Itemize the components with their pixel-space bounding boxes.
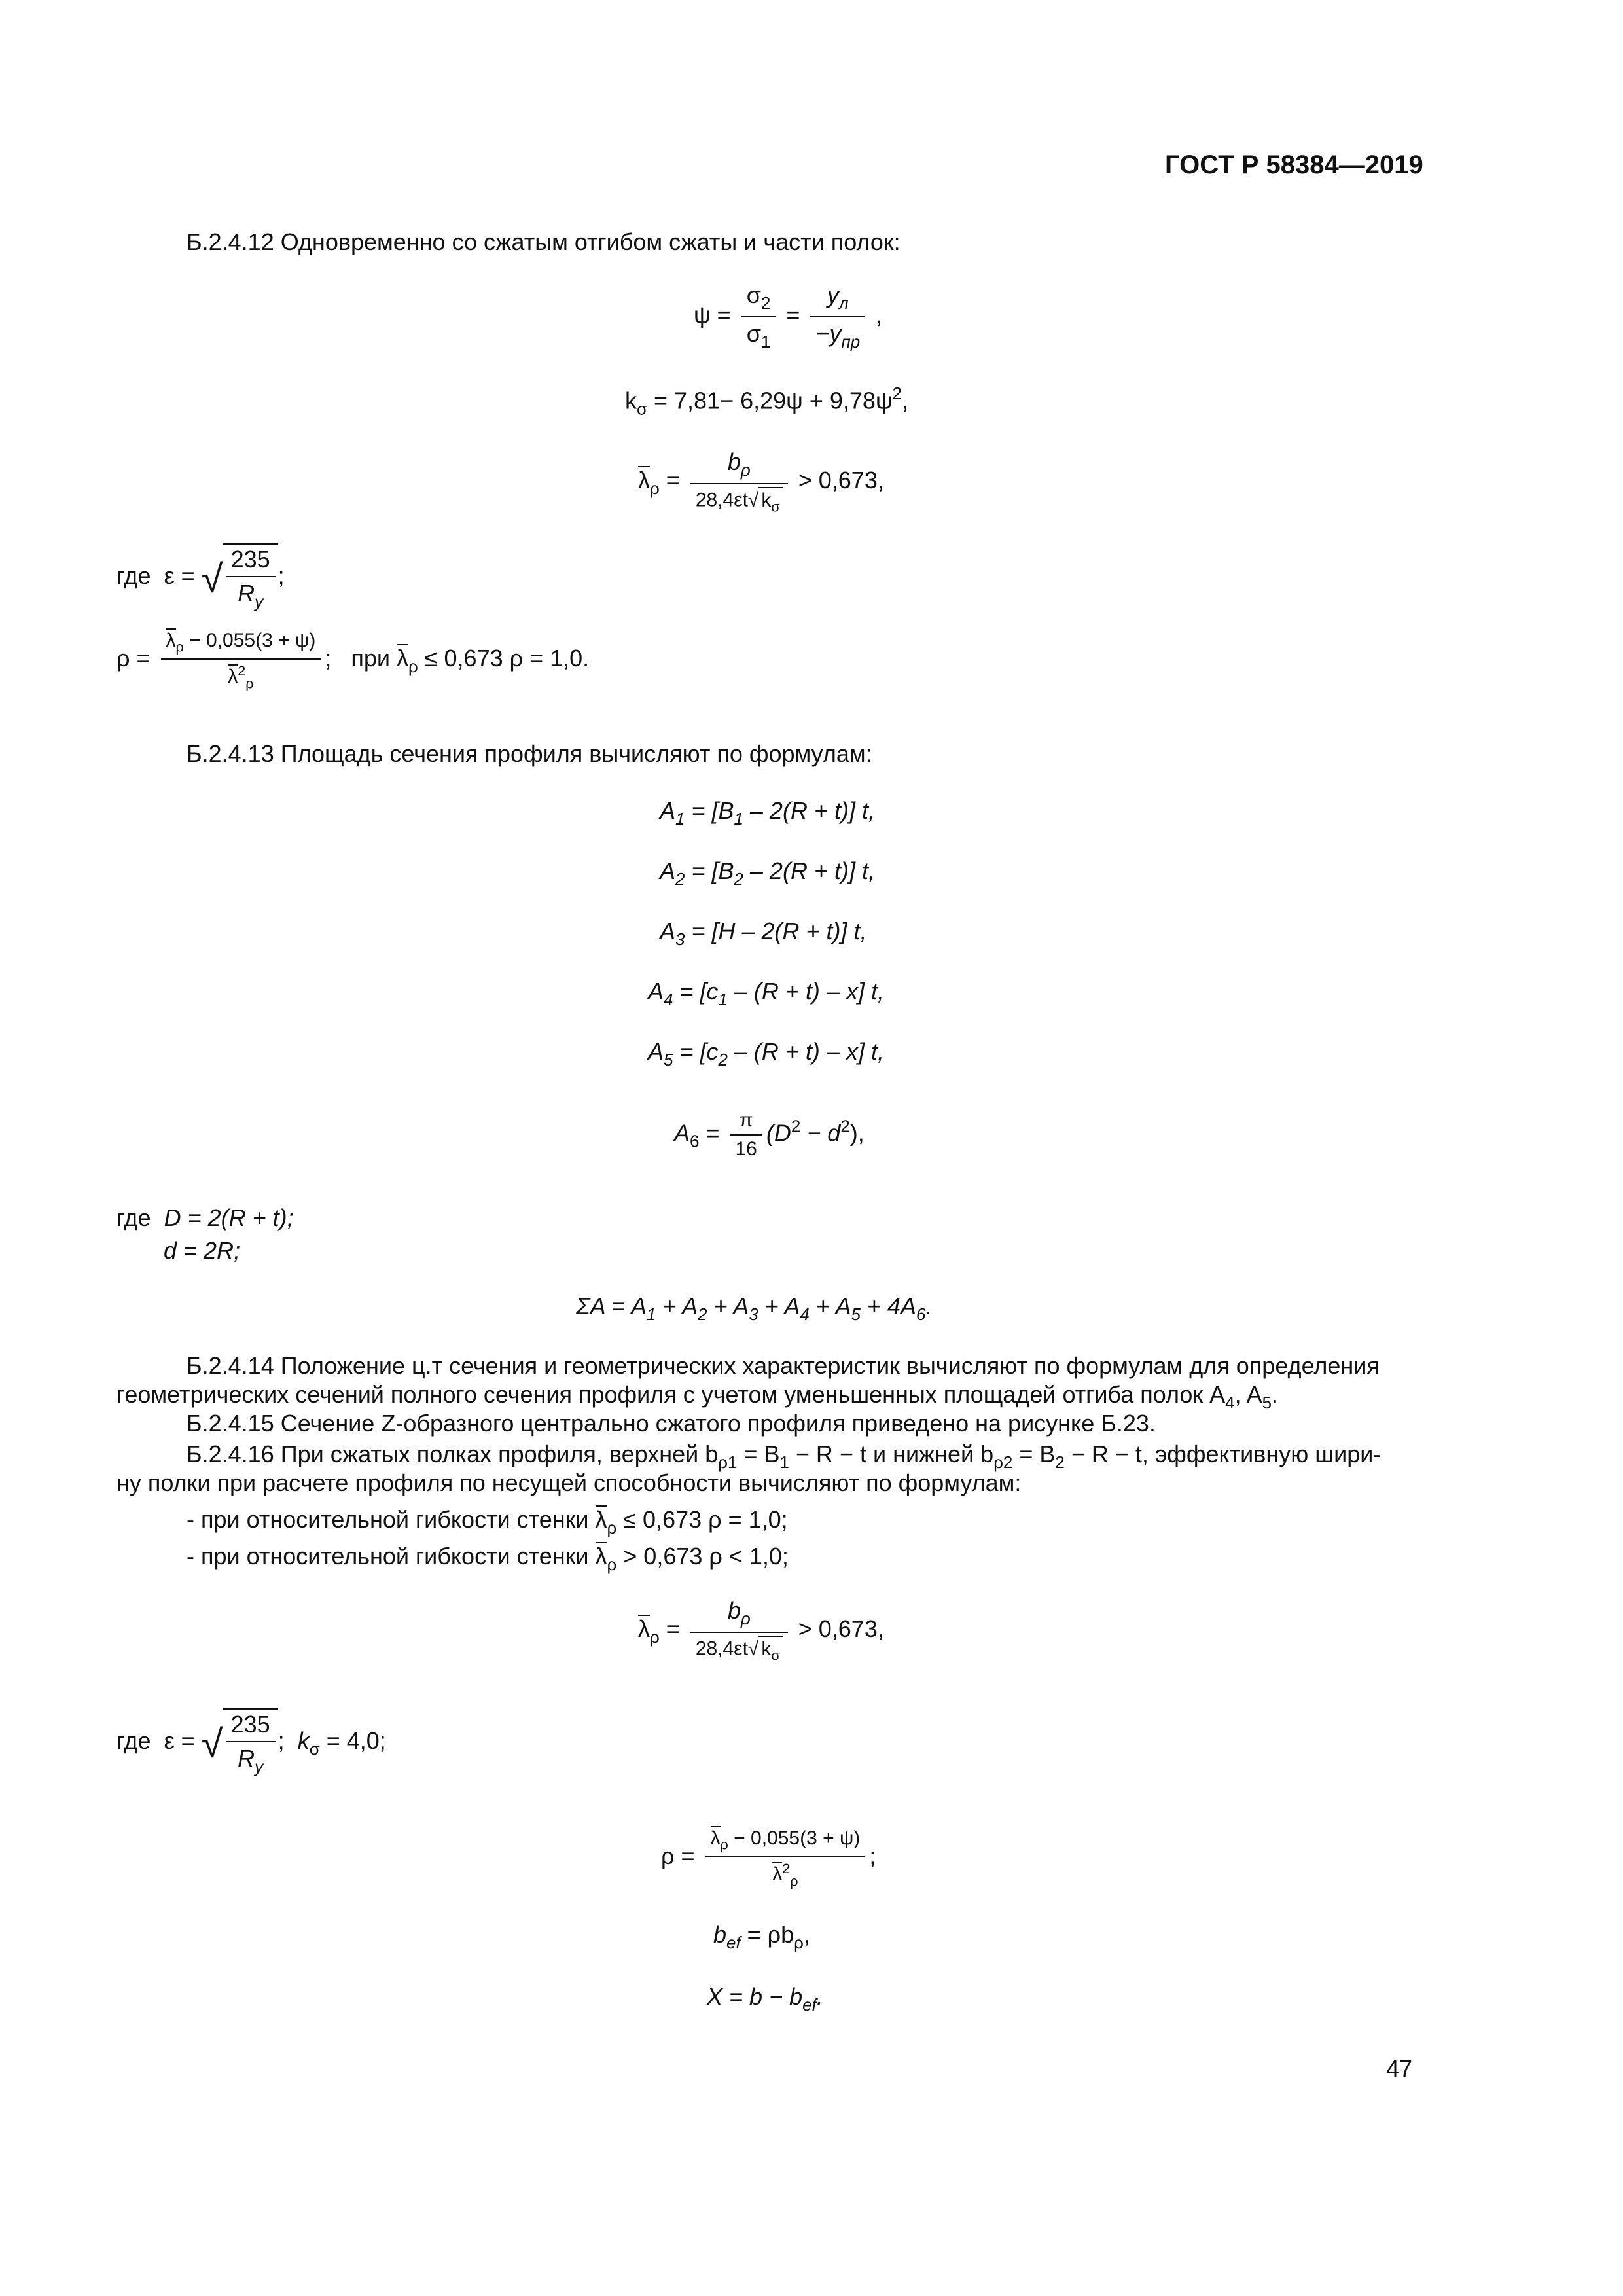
paragraph-b2415: Б.2.4.15 Сечение Z-образного центрально сжатого профиля приведено на рисунке Б.23.	[187, 1410, 1156, 1437]
paragraph-b2414-line2: геометрических сечений полного сечения профиля с учетом уменьшенных площадей отгиба полок $A_4$, $A_5$.	[116, 1381, 1279, 1413]
page-number: 47	[1386, 2055, 1413, 2082]
equation-a6: $A_6$ = $\frac{\pi}{16}$ $(D^2 - d^2)$,	[674, 1109, 865, 1160]
paragraph-b2416-line2: ну полки при расчете профиля по несущей способности вычисляют по формулам:	[116, 1469, 1022, 1496]
equation-a1: $A_1 = [B_1 - 2(R + t)]$ t,	[660, 797, 875, 829]
equation-epsilon-2: где ε = √ $\frac{235}{R_y}$ ; $k_\sigma = 4,0$;	[116, 1708, 386, 1777]
equation-rho-1: ρ = $\frac{\lambda_\rho - 0,055(3 + \psi)}{\lambda^2_\rho}$ ; при $\lambda_\rho \le 0,673$ ρ = 1,0.	[116, 630, 590, 691]
equation-rho-2: ρ = $\frac{\lambda_\rho - 0,055(3 + \psi)}{\lambda^2_\rho}$ ;	[661, 1827, 876, 1889]
equation-x: $X = b - b_{ef}$.	[707, 1983, 823, 2015]
equation-sum-a: $\Sigma A = A_1 + A_2 + A_3 + A_4 + A_5 + 4A_6$.	[576, 1293, 933, 1325]
equation-b-ef: $b_{ef} = \rho b_\rho$,	[713, 1921, 810, 1953]
equation-a2: $A_2 = [B_2 - 2(R + t)]$ t,	[660, 857, 875, 889]
bullet-slenderness-gt: - при относительной гибкости стенки $\lambda_\rho > 0,673$ ρ < 1,0;	[187, 1543, 789, 1575]
paragraph-b2416-line1: Б.2.4.16 При сжатых полках профиля, верхней $b_{\rho 1} = B_1 - R - t$ и нижней $b_{\rho 2} = B_2 - R - t$, эффективную шири-	[187, 1441, 1382, 1473]
fraction-sigma: $\frac{\sigma_2}{\sigma_1}$	[741, 281, 776, 352]
document-header: ГОСТ Р 58384—2019	[1165, 151, 1423, 179]
paragraph-b2414-line1: Б.2.4.14 Положение ц.т сечения и геометрических характеристик вычисляют по формулам для определения	[187, 1352, 1380, 1379]
equation-psi: ψ = $\frac{\sigma_2}{\sigma_1}$ = $\frac{y_л}{-y_{пр}}$ ,	[694, 281, 883, 352]
sqrt-235-ry: √ $\frac{235}{R_y}$	[202, 543, 278, 612]
equation-epsilon-1: где ε = √ $\frac{235}{R_y}$ ;	[116, 543, 285, 612]
fraction-y: $\frac{y_л}{-y_{пр}}$	[810, 281, 865, 352]
equation-lambda-1: $\lambda_\rho$ = $\frac{b_\rho}{28,4\varepsilon t√ k_\sigma}$ > 0,673,	[638, 448, 884, 515]
where-d-small: d = 2R;	[164, 1237, 241, 1264]
equation-k-sigma: $k_\sigma = 7,81- 6,29\psi + 9,78\psi^2$,	[625, 385, 909, 419]
bullet-slenderness-le: - при относительной гибкости стенки $\lambda_\rho \le 0,673$ ρ = 1,0;	[187, 1506, 788, 1538]
paragraph-b2413: Б.2.4.13 Площадь сечения профиля вычисляют по формулам:	[187, 740, 872, 767]
equation-lambda-2: $\lambda_\rho$ = $\frac{b_\rho}{28,4\varepsilon t√ k_\sigma}$ > 0,673,	[638, 1597, 884, 1664]
psi-lhs: ψ =	[694, 301, 731, 329]
equation-a5: $A_5 = [c_2 - (R + t) - x]$ t,	[648, 1038, 884, 1070]
equation-a3: $A_3 = [H - 2(R + t)]$ t,	[660, 918, 867, 950]
where-d-label: где D = 2(R + t);	[116, 1204, 294, 1231]
paragraph-b2412: Б.2.4.12 Одновременно со сжатым отгибом сжаты и части полок:	[187, 228, 901, 255]
equation-a4: $A_4 = [c_1 - (R + t) - x]$ t,	[648, 978, 884, 1010]
